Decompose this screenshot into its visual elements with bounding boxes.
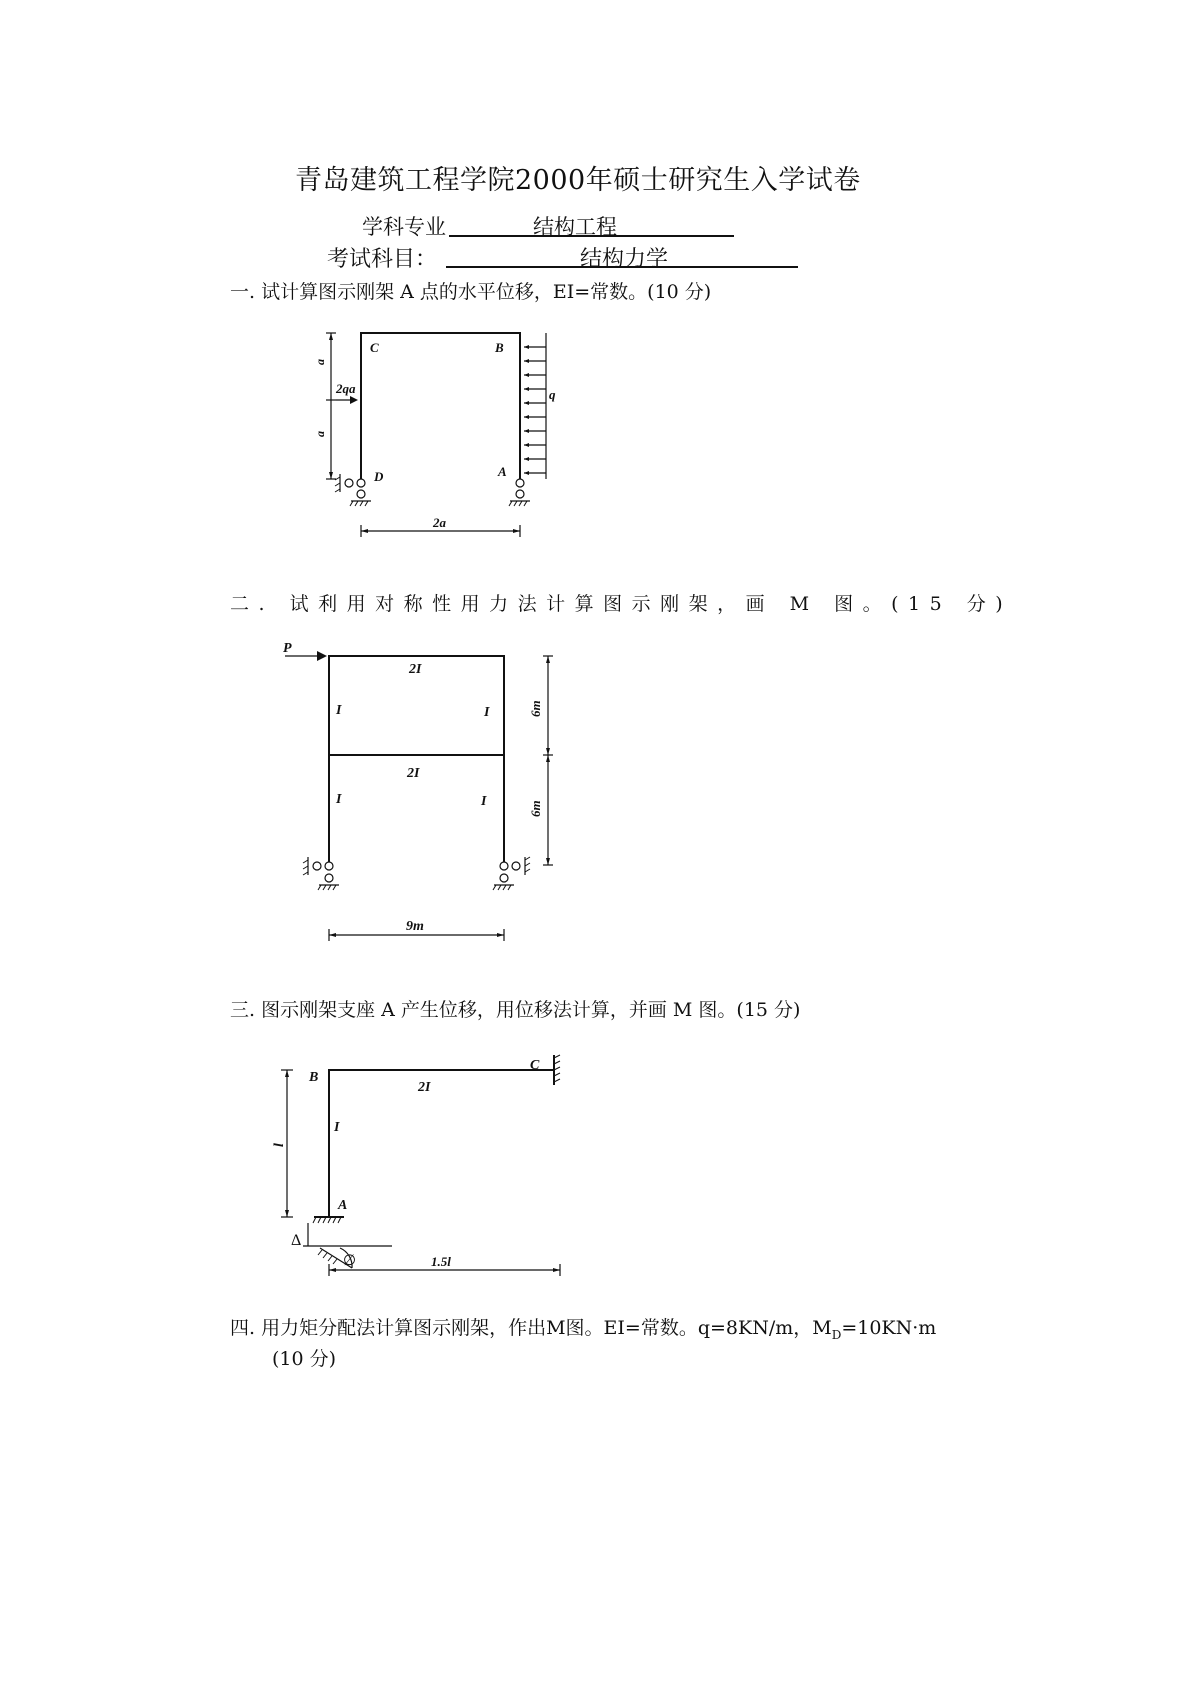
label-2i-top: 2I — [409, 662, 422, 677]
label-a3: A — [338, 1198, 348, 1213]
label-a: A — [498, 464, 507, 479]
question-4-text — [230, 1313, 936, 1342]
label-b3: B — [309, 1070, 319, 1085]
major-label: 学科专业 — [362, 215, 446, 239]
label-h2: a — [313, 431, 327, 437]
label-delta: Δ — [291, 1232, 302, 1249]
question-3-text: 三. 图示刚架支座 A 产生位移，用位移法计算，并画 M 图。(15 分) — [230, 999, 801, 1021]
label-2i-mid: 2I — [407, 766, 420, 781]
label-i: I — [334, 1120, 340, 1135]
frame-3-members — [329, 1070, 554, 1217]
label-h1: a — [313, 359, 327, 365]
question-1-text: 一. 试计算图示刚架 A 点的水平位移，EI=常数。(10 分) — [230, 281, 712, 303]
label-6m-top: 6m — [528, 700, 543, 717]
subject-label: 考试科目： — [327, 247, 438, 272]
question-2-text: 二. 试利用对称性用力法计算图示刚架，画 M 图。(15 分) — [230, 593, 1013, 615]
question-4-subscript: D — [831, 1327, 842, 1342]
label-6m-bottom: 6m — [528, 800, 543, 817]
label-9m: 9m — [406, 919, 424, 934]
label-c: C — [370, 340, 379, 355]
hatching-3 — [313, 1055, 560, 1264]
label-l: l — [272, 1143, 287, 1147]
label-c3: C — [530, 1058, 540, 1073]
label-2i: 2I — [418, 1080, 431, 1095]
label-b: B — [495, 340, 504, 355]
question-4-line1-tail: =10KN·m — [841, 1317, 937, 1339]
label-p: P — [283, 641, 292, 656]
label-d: D — [374, 469, 384, 484]
label-2qa: 2qa — [336, 381, 356, 396]
label-phi: ∅ — [343, 1253, 357, 1269]
question-4-line2: (10 分) — [272, 1348, 337, 1370]
label-i-tl: I — [336, 703, 342, 718]
label-i-bl: I — [336, 792, 342, 807]
major-value: 结构工程 — [533, 215, 617, 239]
exam-title: 青岛建筑工程学院2000年硕士研究生入学试卷 — [295, 165, 861, 196]
label-i-br: I — [481, 794, 487, 809]
label-1-5l: 1.5l — [431, 1254, 451, 1269]
subject-value: 结构力学 — [580, 247, 669, 272]
label-q: q — [549, 387, 556, 402]
label-i-tr: I — [484, 705, 490, 720]
label-2a: 2a — [433, 515, 446, 530]
question-4-line1: 四. 用力矩分配法计算图示刚架，作出M图。EI=常数。q=8KN/m，M — [230, 1317, 832, 1339]
